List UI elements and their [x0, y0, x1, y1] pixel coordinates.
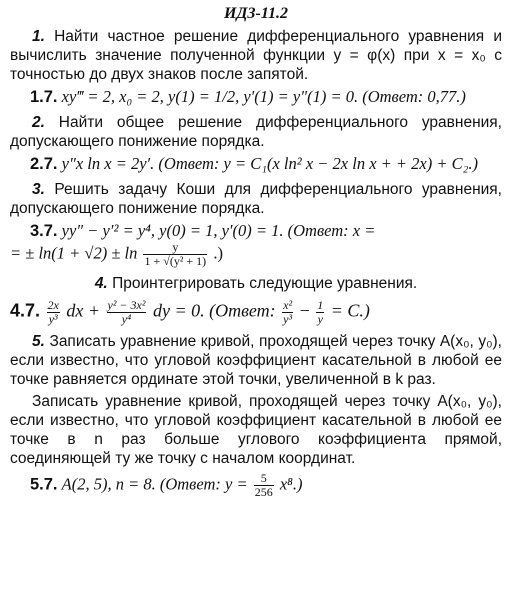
fraction-5-over-256: [254, 472, 274, 499]
fraction-x2-over-y3: [282, 299, 293, 326]
task-5-text: Записать уравнение кривой, проходящей через точку A(x₀, y₀), если известно, что угловой коэффициент касательной в любой ее точке равняется ординате этой точки, увеличенной в k раз.: [10, 333, 502, 388]
fraction-2x-over-y3: [47, 299, 60, 326]
fraction-denominator: y³: [48, 312, 58, 326]
task-5-text-2: Записать уравнение кривой, проходящей через точку A(x₀, y₀), если известно, что угловой коэффициент касательной в любой ее точке в n раз больше углового коэффициента прямой, соединяющей ту же точку с началом координат.: [10, 393, 502, 467]
problem-5-7-answer-start: (Ответ: y =: [159, 474, 248, 494]
fraction-denominator: 256: [254, 485, 273, 499]
task-3-number: 3.: [32, 181, 45, 198]
problem-3-7-equation: yy″ − y′² = y⁴, y(0) = 1, y′(0) = 1.: [61, 221, 284, 240]
dx-term: dx +: [66, 300, 100, 321]
task-5: [10, 332, 502, 389]
problem-5-7-number: 5.7.: [30, 475, 58, 494]
problem-5-7-answer-end: x⁸.): [279, 474, 303, 494]
fraction-numerator: 1: [317, 298, 324, 312]
fraction-numerator: y² − 3x²: [107, 298, 146, 312]
problem-3-7-answer-end: .): [213, 243, 223, 263]
task-5-number: 5.: [32, 333, 45, 350]
task-2-text: Найти общее решение дифференциального уравнения, допускающего понижение порядка.: [10, 114, 502, 150]
problem-2-7: [30, 154, 502, 174]
fraction-y2-3x2-over-y4: [107, 299, 147, 326]
problem-3-7-answer-expr: = ± ln(1 + √2) ± ln: [10, 243, 138, 263]
problem-2-7-number: 2.7.: [30, 155, 58, 173]
problem-4-7: [10, 299, 502, 326]
problem-2-7-equation: y″x ln x = 2y′.: [61, 154, 155, 173]
task-1-text: Найти частное решение дифференциального уравнения и вычислить значение полученной функции y = φ(x) при x = x₀ с точностью до двух знаков после запятой.: [10, 28, 502, 83]
task-2: [10, 113, 502, 151]
problem-3-7-number: 3.7.: [30, 222, 58, 240]
task-3-text: Решить задачу Коши для дифференциального уравнения, допускающего понижение порядка.: [10, 181, 502, 217]
task-4-number: 4.: [94, 275, 108, 292]
fraction-1-over-y: [316, 299, 324, 326]
problem-3-7-fraction: [143, 241, 207, 268]
task-1: [10, 27, 502, 84]
problem-2-7-answer: (Ответ: y = C₁(x ln² x − 2x ln x + + 2x) + C₂.): [158, 154, 478, 173]
task-4: [10, 274, 502, 293]
fraction-denominator: 1 + √(y² + 1): [144, 254, 207, 268]
task-4-text: Проинтегрировать следующие уравнения.: [112, 275, 418, 292]
problem-5-7-equation: A(2, 5), n = 8.: [61, 474, 156, 494]
problem-4-7-number: 4.7.: [10, 300, 41, 321]
task-3: [10, 180, 502, 218]
problem-4-7-answer-start: (Ответ:: [209, 300, 276, 321]
fraction-numerator: 2x: [47, 298, 59, 312]
problem-3-7: [10, 221, 502, 268]
problem-4-7-answer-end: = C.): [330, 300, 370, 321]
dy-term: dy = 0.: [152, 300, 205, 321]
fraction-numerator: 5: [254, 472, 274, 486]
task-2-number: 2.: [32, 114, 45, 131]
fraction-denominator: y⁴: [121, 312, 132, 326]
problem-1-7: [30, 87, 502, 107]
fraction-denominator: y: [317, 312, 323, 326]
task-1-number: 1.: [32, 28, 45, 45]
problem-3-7-answer-start: (Ответ: x =: [287, 221, 376, 240]
page-title: ИДЗ-11.2: [224, 5, 288, 22]
fraction-numerator: y: [143, 241, 207, 255]
problem-1-7-equation: xy‴ = 2, x₀ = 2, y(1) = 1/2, y′(1) = y″(1) = 0.: [61, 87, 359, 106]
fraction-numerator: x²: [283, 298, 293, 312]
problem-5-7: [30, 472, 502, 499]
minus-sign: −: [299, 300, 310, 321]
fraction-denominator: y³: [283, 312, 293, 326]
problem-1-7-answer: (Ответ: 0,77.): [362, 87, 466, 106]
problem-1-7-number: 1.7.: [30, 88, 58, 106]
